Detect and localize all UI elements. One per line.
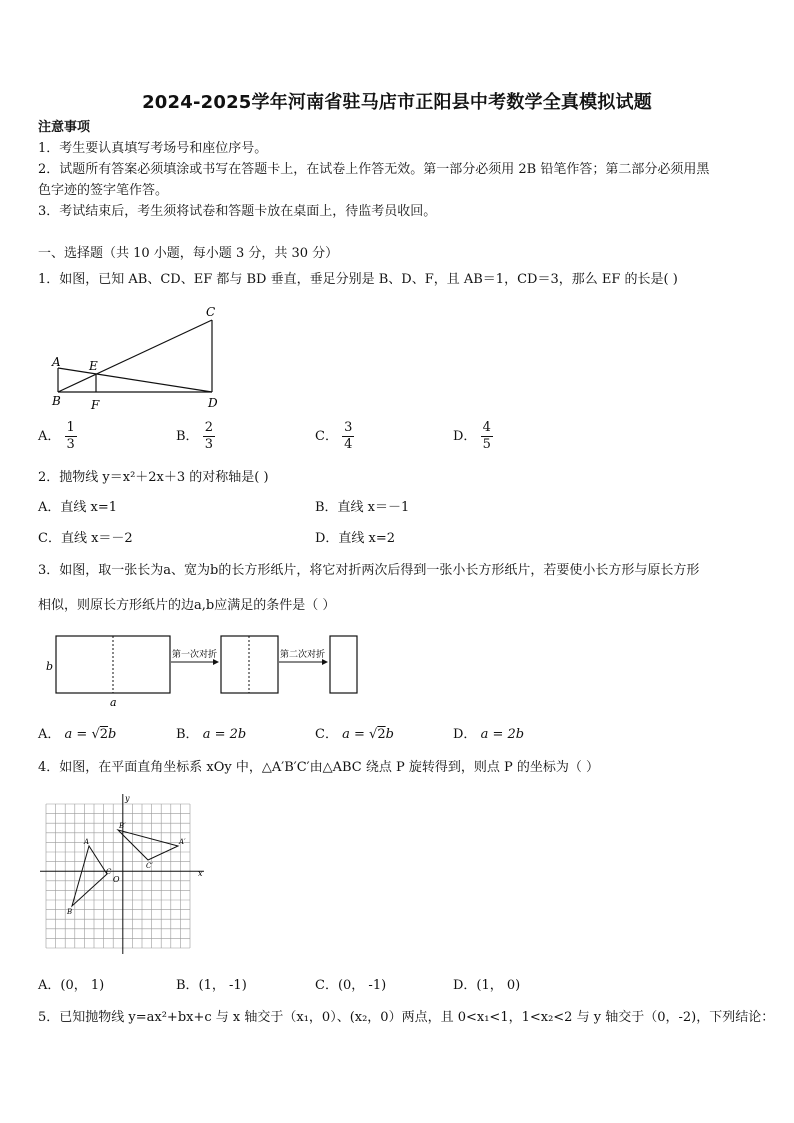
page-title: 2024-2025学年河南省驻马店市正阳县中考数学全真模拟试题	[142, 92, 652, 113]
fold2-label: 第二次对折	[280, 650, 326, 660]
expression: a = 2b	[202, 727, 247, 742]
option-letter: A．	[38, 429, 61, 444]
label-E: E	[89, 359, 98, 373]
option-letter: C．	[315, 429, 338, 444]
question-4-option-d[interactable]: D．(1， 0)	[453, 978, 521, 993]
label-C-prime: C′	[146, 862, 153, 870]
fraction: $\frac{3}{4}$	[344, 420, 353, 452]
label-A-prime: A′	[179, 838, 186, 846]
fold1-label: 第一次对折	[172, 650, 218, 660]
expression: b	[385, 727, 394, 742]
question-1-option-c[interactable]	[315, 421, 354, 452]
label-C: C	[106, 868, 112, 876]
question-3-stem-line1: 3．如图，取一张长为a、宽为b的长方形纸片，将它对折两次后得到一张小长方形纸片，若要使小长方形与原长方形	[38, 563, 700, 578]
fraction: $\frac{4}{5}$	[482, 420, 491, 452]
option-letter: A．	[38, 727, 61, 742]
question-3-stem-line2: 相似，则原长方形纸片的边a,b应满足的条件是（ ）	[38, 598, 336, 613]
question-1-option-d[interactable]	[453, 421, 493, 452]
notice-heading: 注意事项	[38, 120, 91, 135]
question-3-figure	[40, 628, 370, 710]
expression: a =	[342, 727, 370, 742]
question-4-stem: 4．如图，在平面直角坐标系 xOy 中，△A′B′C′由△ABC 绕点 P 旋转得到，则点 P 的坐标为（ ）	[38, 760, 600, 775]
notice-item-2: 2．试题所有答案必须填涂或书写在答题卡上，在试卷上作答无效。第一部分必须用 2B 铅笔作答；第二部分必须用黑	[38, 162, 710, 177]
axis-y-label: y	[125, 794, 130, 803]
question-4-option-b[interactable]: B．(1， -1)	[176, 978, 247, 993]
label-A: A	[52, 355, 61, 369]
question-1-stem: 1．如图，已知 AB、CD、EF 都与 BD 垂直，垂足分别是 B、D、F，且 AB＝1，CD＝3，那么 EF 的长是( )	[38, 272, 678, 287]
fraction: $\frac{1}{3}$	[66, 420, 75, 452]
origin-label: O	[113, 875, 120, 884]
label-B: B	[67, 908, 73, 916]
sqrt-symbol: √	[91, 727, 100, 742]
radicand: 2	[377, 727, 386, 742]
label-C: C	[206, 305, 216, 319]
radicand: 2	[99, 727, 109, 742]
axis-x-label: x	[198, 869, 203, 878]
question-3-option-b[interactable]	[176, 723, 246, 742]
label-B: B	[52, 394, 61, 408]
option-letter: C．	[315, 727, 338, 742]
coordinate-grid	[40, 794, 204, 954]
label-B-prime: B′	[119, 822, 126, 830]
paper-folded-twice	[330, 636, 357, 693]
label-A: A	[84, 838, 90, 846]
question-2-option-a[interactable]: A．直线 x=1	[38, 500, 118, 515]
label-D: D	[208, 396, 218, 410]
question-1-option-b[interactable]	[176, 421, 215, 452]
option-letter: D．	[453, 727, 477, 742]
question-3-option-c[interactable]	[315, 723, 394, 742]
fraction: $\frac{2}{3}$	[204, 420, 213, 452]
triangle-abc	[72, 846, 107, 906]
expression: a =	[64, 727, 92, 742]
question-2-option-d[interactable]: D．直线 x=2	[315, 531, 396, 546]
question-3-option-a[interactable]	[38, 723, 116, 742]
section-heading: 一、选择题（共 10 小题，每小题 3 分，共 30 分）	[38, 246, 339, 261]
question-2-stem: 2．抛物线 y＝x²＋2x＋3 的对称轴是( )	[38, 470, 269, 485]
option-letter: B．	[176, 429, 199, 444]
question-3-option-d[interactable]	[453, 723, 524, 742]
option-letter: D．	[453, 429, 477, 444]
label-a: a	[110, 696, 117, 709]
option-letter: B．	[176, 727, 199, 742]
notice-item-2-cont: 色字迹的签字笔作答。	[38, 183, 169, 198]
notice-item-1: 1．考生要认真填写考场号和座位序号。	[38, 141, 268, 156]
label-F: F	[91, 398, 100, 412]
question-4-option-a[interactable]: A．(0， 1)	[38, 978, 105, 993]
expression: a = 2b	[480, 727, 525, 742]
expression: b	[108, 727, 117, 742]
label-b: b	[46, 660, 54, 673]
question-4-figure	[40, 792, 210, 957]
question-4-option-c[interactable]: C．(0， -1)	[315, 978, 387, 993]
notice-item-3: 3．考试结束后，考生须将试卷和答题卡放在桌面上，待监考员收回。	[38, 204, 437, 219]
question-5-stem: 5．已知抛物线 y=ax²+bx+c 与 x 轴交于（x₁，0）、(x₂，0）两点，且 0<x₁<1，1<x₂<2 与 y 轴交于（0，-2)，下列结论：	[38, 1010, 775, 1025]
question-1-option-a[interactable]	[38, 421, 77, 452]
question-2-option-c[interactable]: C．直线 x＝－2	[38, 531, 133, 546]
question-2-option-b[interactable]: B．直线 x＝－1	[315, 500, 410, 515]
triangle-abc-prime	[118, 830, 178, 860]
question-1-figure	[40, 302, 240, 414]
sqrt-symbol: √	[369, 727, 378, 742]
